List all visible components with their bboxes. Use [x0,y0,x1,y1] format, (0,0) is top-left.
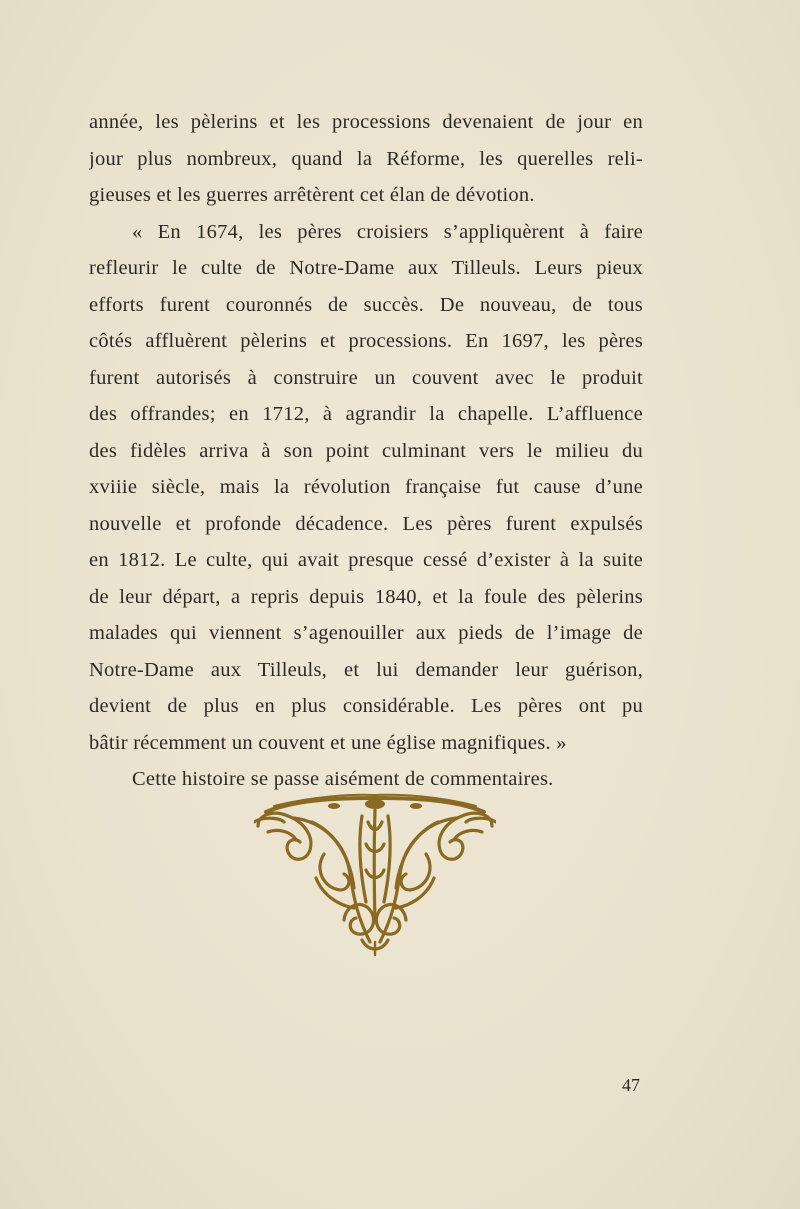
text-line: gieuses et les guerres arrêtèrent cet élan de dévotion. [89,184,535,206]
text-line: refleurir le culte de Notre-Dame aux Tilleuls. Leurs pieux [89,257,643,279]
text-line: malades qui viennent s’agenouiller aux pieds de l’image de [89,622,643,644]
text-line: « En 1674, les pères croisiers s’appliquèrent à faire [132,220,643,243]
text-line: des fidèles arriva à son point culminant vers le milieu du [89,439,643,462]
text-line: nouvelle et profonde décadence. Les pères furent expulsés [89,512,643,535]
floral-ornament-icon [254,792,496,957]
text-line: Notre-Dame aux Tilleuls, et lui demander leur guérison, [89,658,643,681]
text-line: Cette histoire se passe aisément de commentaires. [132,768,554,790]
page-number: 47 [622,1075,640,1095]
text-line: furent autorisés à construire un couvent avec le produit [89,366,643,389]
body-text [89,104,643,798]
text-line: des offrandes; en 1712, à agrandir la chapelle. L’affluence [89,403,643,425]
text-line: côtés affluèrent pèlerins et processions. En 1697, les pères [89,330,643,352]
text-line: devient de plus en plus considérable. Les pères ont pu [89,695,643,717]
text-line: bâtir récemment un couvent et une église magnifiques. » [89,731,567,754]
text-line: année, les pèlerins et les processions devenaient de jour en [89,111,643,133]
text-line: xviiie siècle, mais la révolution française fut cause d’une [89,476,643,498]
text-line: efforts furent couronnés de succès. De nouveau, de tous [89,293,643,316]
text-line: de leur départ, a repris depuis 1840, et la foule des pèlerins [89,585,643,608]
text-line: jour plus nombreux, quand la Réforme, les querelles reli- [89,147,643,170]
text-line: en 1812. Le culte, qui avait presque cessé d’exister à la suite [89,549,643,571]
